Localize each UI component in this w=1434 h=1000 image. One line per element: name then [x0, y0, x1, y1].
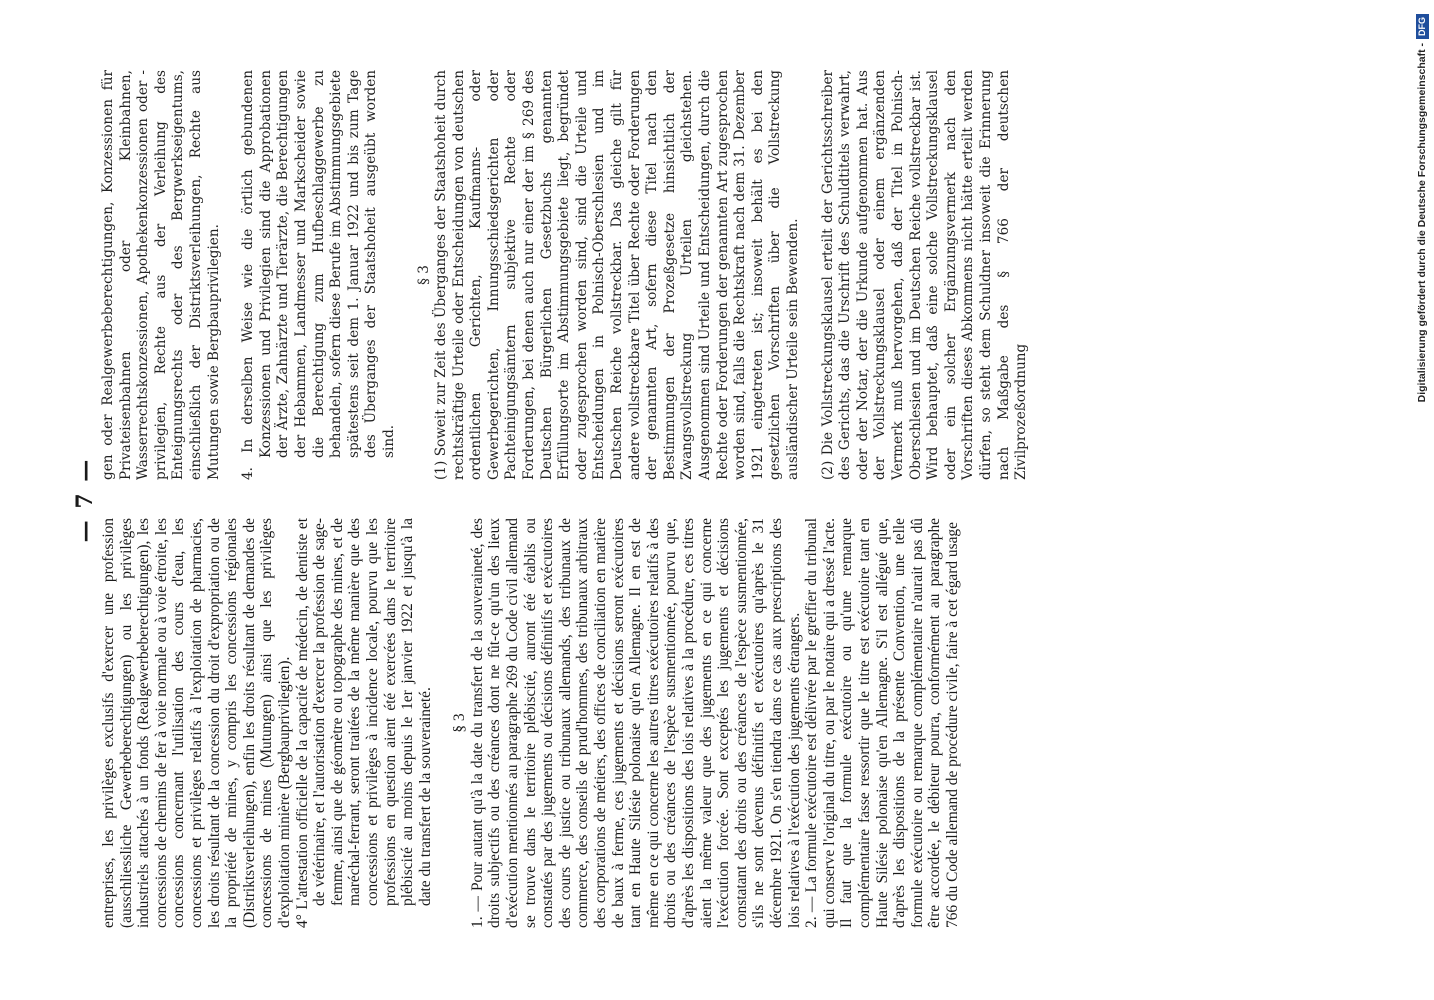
spacer — [223, 70, 240, 480]
dfg-logo: DFG — [1416, 14, 1429, 39]
digitization-credit-text: Digitalisierung gefördert durch die Deutsche Forschungsgemeinschaft - — [1416, 43, 1428, 403]
french-paragraph-judgments: 1. — Pour autant qu'à la date du transfert de la souveraineté, des droits subjectifs ou des créances dont ne fût-ce qu'un des lieux d'exécution mentionnés au paragraphe 269 du Code civil allemand se trouve dans le territoire plébiscité, auront été établis ou constatés par des jugements ou décisions définitifs et exécutoires des cours de justice ou tribunaux allemands, des tribunaux de commerce, des conseils de prud'hommes, des tribunaux arbitraux des corporations de métiers, des offices de conciliation en matière de baux à ferme, ces jugements et décisions seront exécutoires tant en Haute Silésie polonaise qu'en Allemagne. Il en est de même en ce qui concerne les autres titres exécutoires relatifs à des droits ou des créances de l'espèce susmentionnée, pourvu que, d'après les dispositions des lois relatives à la procédure, ces titres aient la même valeur que des jugements en ce qui concerne l'exécution forcée. Sont exceptés les jugements et décisions constatant des droits ou des créances de l'espèce susmentionnée, s'ils ne sont devenus définitifs et exécutoires qu'après le 31 décembre 1921. On s'en tiendra dans ce cas aux prescriptions des lois relatives à l'exécution des jugements étrangers. — [468, 518, 803, 928]
page-number: — 7 — — [72, 457, 98, 543]
spacer — [399, 70, 416, 480]
spacer — [434, 518, 451, 928]
french-paragraph-enforcement-formula: 2. — La formule exécutoire est délivrée par le greffier du tribunal qui conserve l'original du titre, ou par le notaire qui a dressé l'acte. Il faut que la formule exécutoire ou qu'une remarque complémentaire fasse ressortir que le titre est exécutoire tant en Haute Silésie polonaise qu'en Allemagne. S'il est allégué que, d'après les dispositions de la présente Convention, une telle formule exécutoire ou remarque complémentaire n'aurait pas dû être accordée, le débiteur pourra, conformément au paragraphe 766 du Code allemand de procédure civile, faire à cet égard usage — [803, 518, 961, 928]
german-paragraph-concessions: gen oder Realgewerbeberechtigungen, Konzessionen für Privateisenbahnen oder Kleinbahnen, Wasserrechtskonzessionen, Apothekenkonzessionen oder -privilegien, Rechte aus der Verleihung des Enteignungsrechts oder des Bergwerkseigentums, einschließlich der Distriktsverleihungen, Rechte aus Mutungen sowie Bergbauprivilegien. — [100, 70, 222, 480]
french-section-heading: § 3 — [451, 713, 469, 733]
german-section-heading: § 3 — [415, 265, 432, 285]
french-column — [100, 518, 962, 928]
digitization-credit-sidebar — [1410, 14, 1430, 986]
french-paragraph-concessions: entreprises, les privilèges exclusifs d'exercer une profession (ausschliessliche Gewerbeberechtigungen) ou les privilèges industriels attachés à un fonds (Realgewerbeberechtigungen), les concessions de chemins de fer à voie normale ou à voie étroite, les concessions concernant l'utilisation des cours d'eau, les concessions et privilèges relatifs à l'exploitation de pharmacies, les droits résultant de la concession du droit d'expropriation ou de la propriété de mines, y compris les concessions régionales (Distriktsverleihungen), enfin les droits résultant de demandes de concessions de mines (Mutungen) ainsi que les privilèges d'exploitation minière (Bergbauprivilegien). — [100, 518, 293, 928]
german-paragraph-judgments: (1) Soweit zur Zeit des Überganges der Staatshoheit durch rechtskräftige Urteile oder Entscheidungen von deutschen ordentlichen Gerichten, Kaufmanns- oder Gewerbegerichten, Innungsschiedsgerichten oder Pachteinigungsämtern subjektive Rechte oder Forderungen, bei denen auch nur einer der im § 269 des Deutschen Bürgerlichen Gesetzbuchs genannten Erfüllungsorte im Abstimmungsgebiete liegt, begründet oder zugesprochen worden sind, sind die Urteile und Entscheidungen in Polnisch-Oberschlesien und im Deutschen Reiche vollstreckbar. Das gleiche gilt für andere vollstreckbare Titel über Rechte oder Forderungen der genannten Art, sofern diese Titel nach den Bestimmungen der Prozeßgesetze hinsichtlich der Zwangsvollstreckung Urteilen gleichstehen. Ausgenommen sind Urteile und Entscheidungen, durch die Rechte oder Forderungen der genannten Art zugesprochen worden sind, falls die Rechtskraft nach dem 31. Dezember 1921 eingetreten ist; insoweit behält es bei den gesetzlichen Vorschriften über die Vollstreckung ausländischer Urteile sein Bewenden. — [433, 70, 801, 480]
german-column — [100, 70, 1031, 480]
spacer — [803, 70, 820, 480]
french-paragraph-professions: 4° L'attestation officielle de la capacité de médecin, de dentiste et de vétérinaire, et l'autorisation d'exercer la profession de sage-femme, ainsi que de géomètre ou topographe des mines, et de maréchal-ferrant, seront traitées de la même manière que des concessions et privilèges à incidence locale, pourvu que les professions en question aient été exercées dans le territoire plébiscité au moins depuis le 1er janvier 1922 et jusqu'à la date du transfert de la souveraineté. — [293, 518, 434, 928]
german-paragraph-enforcement-clause: (2) Die Vollstreckungsklausel erteilt der Gerichtsschreiber des Gerichts, das die Urschrift des Schuldtitels verwahrt, oder der Notar, der die Urkunde aufgenommen hat. Aus der Vollstreckungsklausel oder einem ergänzenden Vermerk muß hervorgehen, daß der Titel in Polnisch-Oberschlesien und im Deutschen Reiche vollstreckbar ist. Wird behauptet, daß eine solche Vollstreckungsklausel oder ein solcher Ergänzungsvermerk nach den Vorschriften dieses Abkommens nicht hätte erteilt werden dürfen, so steht dem Schuldner insoweit die Erinnerung nach Maßgabe des § 766 der deutschen Zivilprozeßordnung — [819, 70, 1030, 480]
digitization-credit — [1412, 14, 1432, 986]
german-paragraph-professions: 4. In derselben Weise wie die örtlich gebundenen Konzessionen und Privilegien sind die Approbationen der Ärzte, Zahnärzte und Tierärzte, die Berechtigungen der Hebammen, Landmesser und Markscheider sowie die Berechtigung zum Hufbeschlaggewerbe zu behandeln, sofern diese Berufe im Abstimmungsgebiete spätestens seit dem 1. Januar 1922 und bis zum Tage des Überganges der Staatshoheit ausgeübt worden sind. — [240, 70, 397, 480]
